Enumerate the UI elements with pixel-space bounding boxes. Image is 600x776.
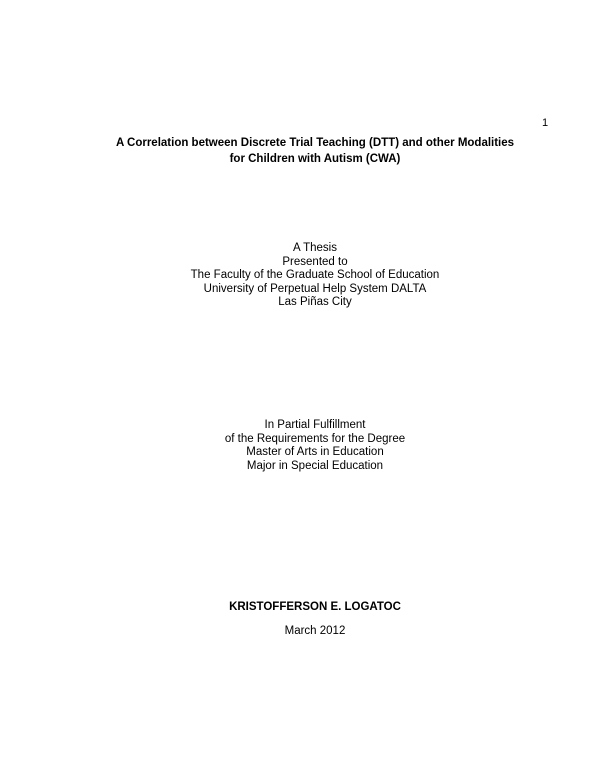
faculty-line: The Faculty of the Graduate School of Education [190, 269, 440, 281]
university-line: University of Perpetual Help System DALTA [203, 282, 427, 295]
fulfillment-block [0, 419, 600, 473]
fulfillment-line: In Partial Fulfillment [264, 419, 366, 431]
thesis-line: A Thesis [293, 242, 337, 254]
page-number: 1 [542, 117, 549, 129]
date: March 2012 [284, 625, 346, 637]
thesis-title [0, 135, 600, 167]
city-line: Las Piñas City [278, 296, 352, 308]
degree-line: Master of Arts in Education [246, 446, 384, 458]
title-line-2: for Children with Autism (CWA) [229, 153, 401, 165]
presented-to-line: Presented to [282, 255, 348, 268]
author-name: KRISTOFFERSON E. LOGATOC [229, 601, 401, 613]
thesis-presentation-block [0, 242, 600, 310]
requirements-line: of the Requirements for the Degree [224, 432, 406, 445]
title-line-1: A Correlation between Discrete Trial Teaching (DTT) and other Modalities [115, 137, 515, 149]
major-line: Major in Special Education [246, 459, 384, 472]
